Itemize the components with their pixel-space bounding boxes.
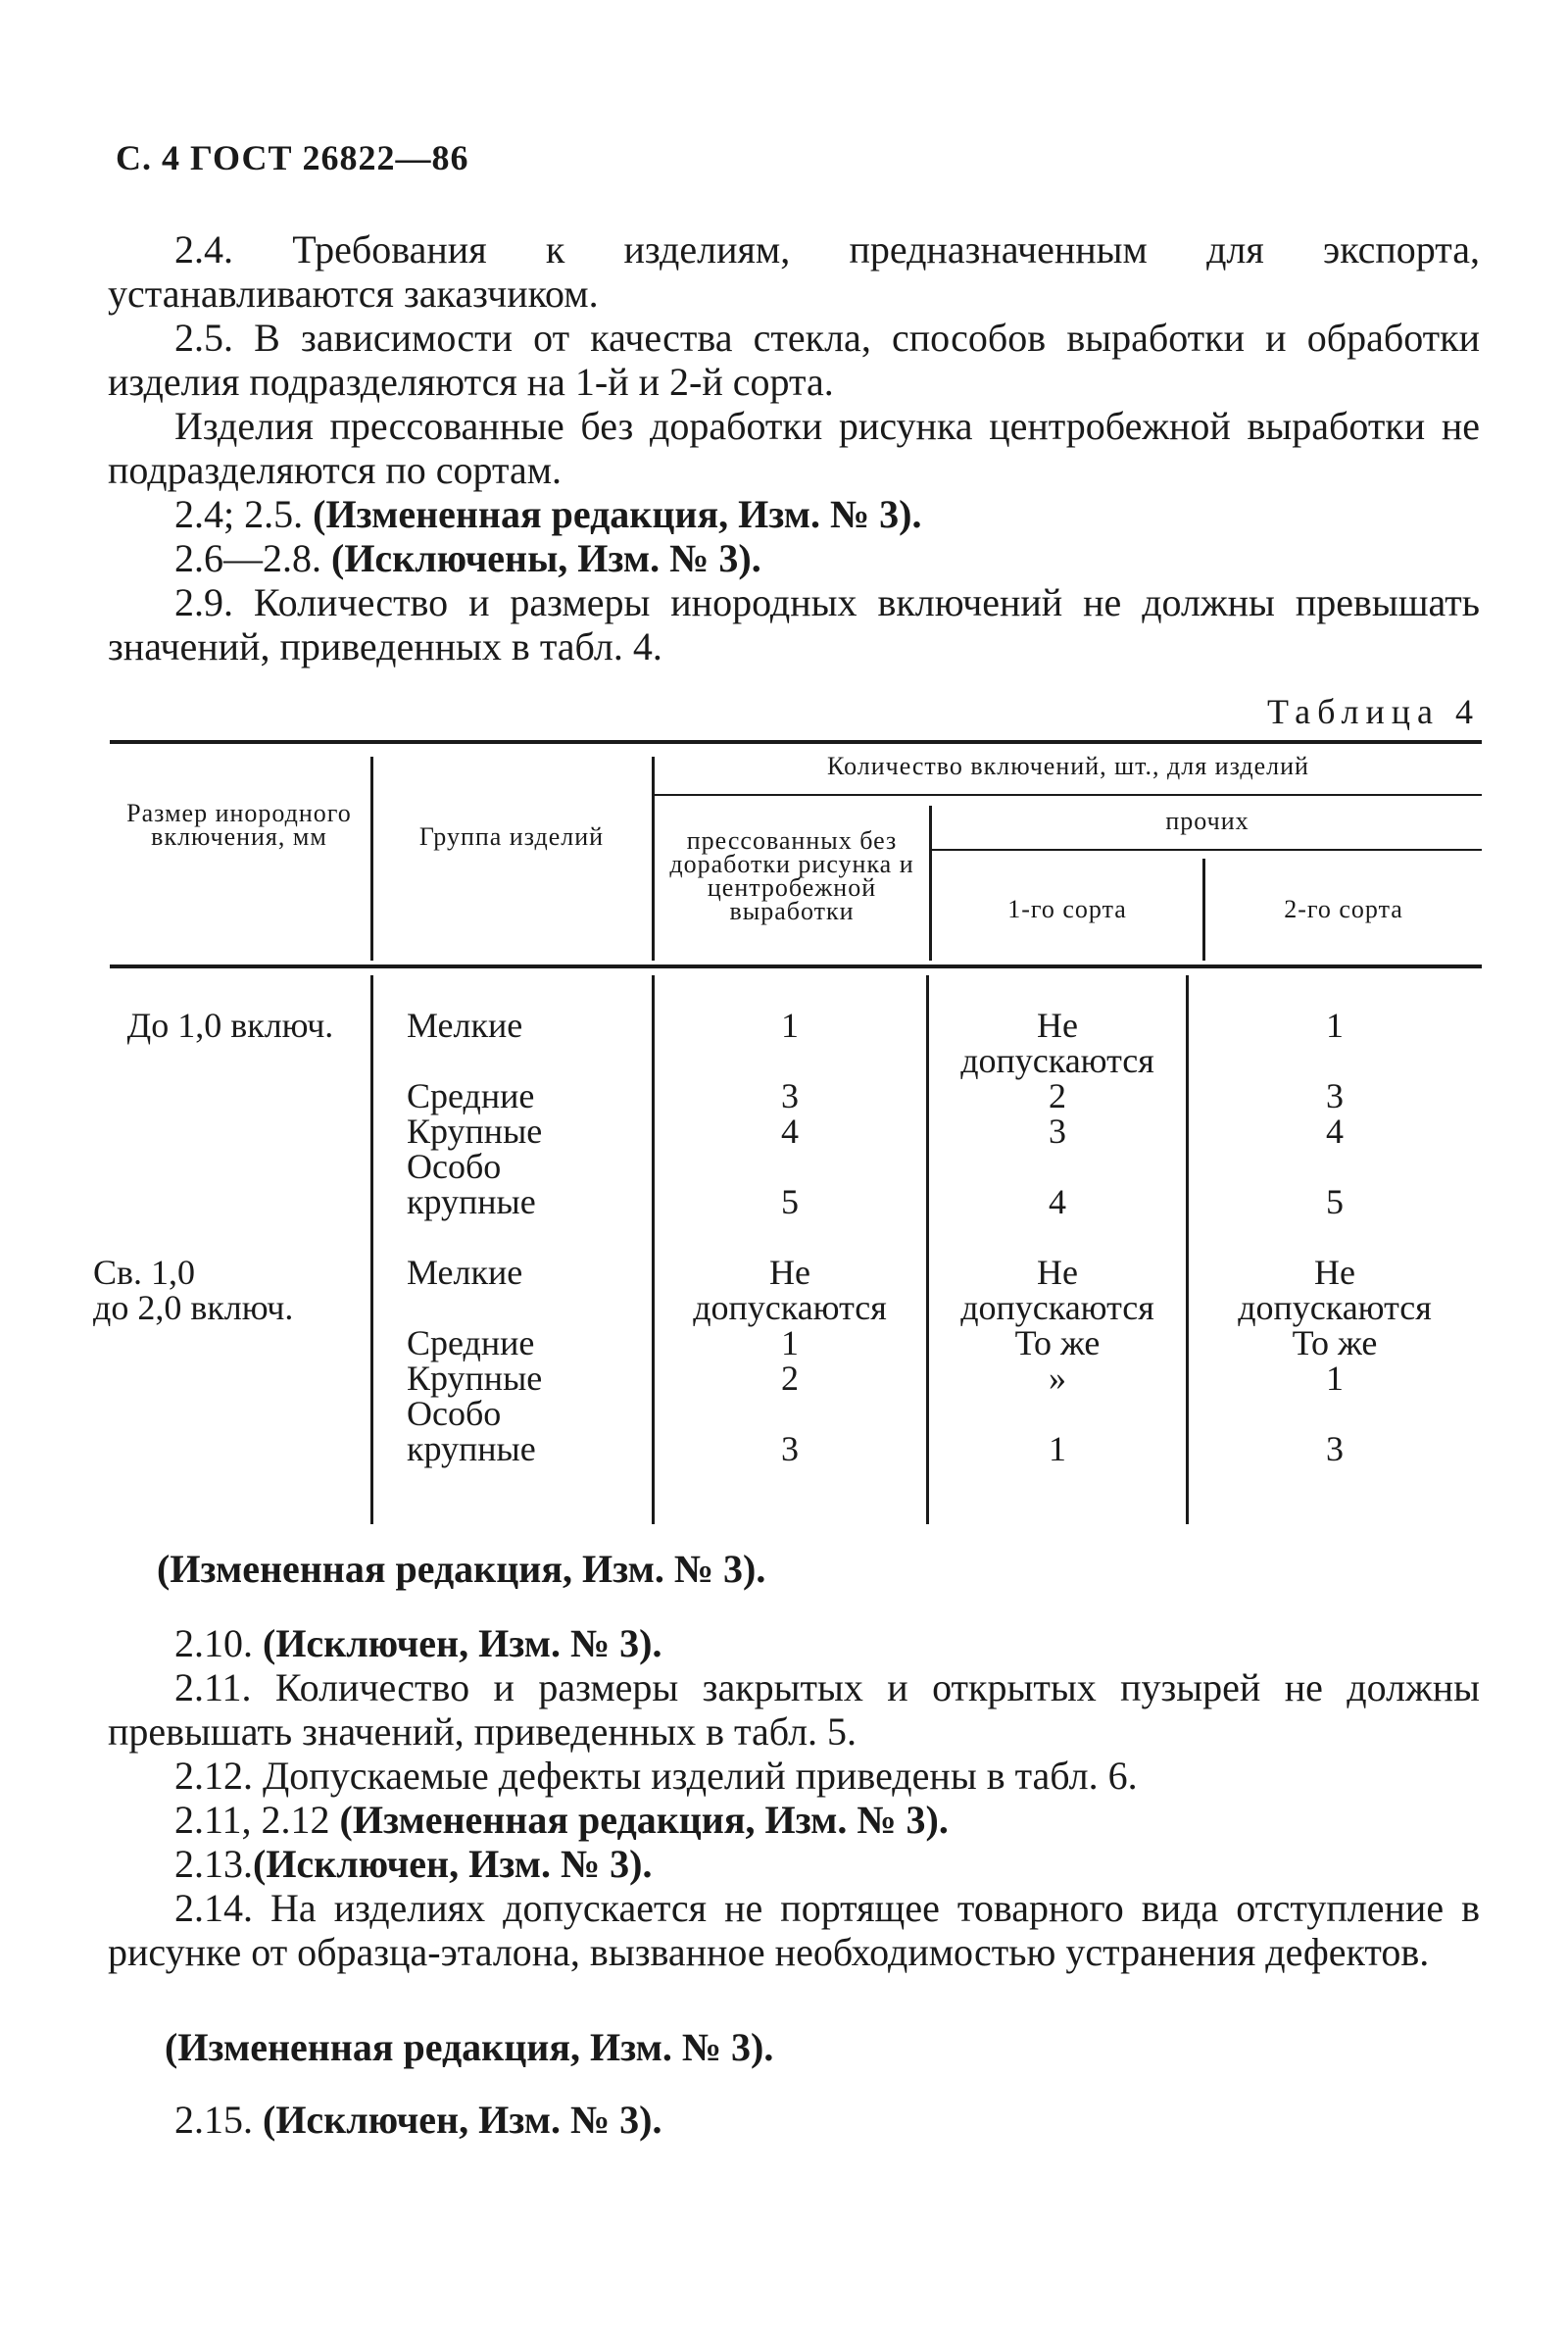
pressed-cell: 1 [781,1006,799,1045]
grade1-cell: 2 [1049,1076,1066,1115]
grade2-cell: 5 [1326,1182,1344,1221]
grade2-cell: 4 [1326,1112,1344,1151]
pressed-cell: 5 [781,1182,799,1221]
clause-number: 2.6—2.8. [174,536,331,580]
grade2-cell: 3 [1326,1429,1344,1468]
group-cell: крупные [407,1429,536,1468]
page-header: С. 4 ГОСТ 26822—86 [116,138,469,177]
grade1-cell: 1 [1049,1429,1066,1468]
group-cell: Особо [407,1394,502,1433]
pressed-cell: допускаются [693,1288,887,1327]
header-grade2: 2-го сорта [1284,895,1403,923]
amendment-note: (Исключен, Изм. № 3). [253,1842,653,1886]
paragraph-2-12: 2.12. Допускаемые дефекты изделий приведены в табл. 6. [174,1754,1138,1798]
column-divider [1186,975,1189,1524]
amendment-2-6-2-8 [108,536,1480,580]
amendment-2-11-2-12 [108,1798,1480,1842]
size-cell: Св. 1,0 [93,1253,196,1292]
header-grade1: 1-го сорта [1007,895,1127,923]
grade1-cell: Не [1037,1253,1078,1292]
header-bottom-rule [110,965,1482,968]
pressed-cell: 3 [781,1076,799,1115]
grade2-cell: 3 [1326,1076,1344,1115]
header-pressed: прессованных без доработки рисунка и центробежной выработки [669,826,914,925]
grade2-cell: 1 [1326,1359,1344,1398]
grade1-cell: » [1049,1359,1066,1398]
amendment-note: (Измененная редакция, Изм. № 3). [339,1798,949,1842]
clause-number: 2.15. [174,2098,263,2142]
grade2-cell: 1 [1326,1006,1344,1045]
grade1-cell: допускаются [960,1041,1154,1080]
table-top-rule [110,740,1482,744]
header-size: Размер инородного включения, мм [126,799,352,851]
paragraph-2-5-note: Изделия прессованные без доработки рисунка центробежной выработки не подразделяются по сортам. [108,404,1480,492]
header-group: Группа изделий [418,822,605,851]
amendment-2-15 [108,2098,1480,2142]
clause-number: 2.10. [174,1621,263,1665]
header-count: Количество включений, шт., для изделий [827,752,1309,780]
group-cell: Средние [407,1323,535,1362]
group-cell: Особо [407,1147,502,1186]
amendment-2-4-2-5 [108,492,1480,536]
paragraph-2-5: 2.5. В зависимости от качества стекла, способов выработки и обработки изделия подразделяются на 1-й и 2-й сорта. [108,316,1480,404]
group-cell: крупные [407,1182,536,1221]
group-cell: Крупные [407,1359,543,1398]
clause-number: 2.11, 2.12 [174,1798,340,1842]
grade2-cell: Не [1314,1253,1355,1292]
header-other: прочих [1165,807,1250,835]
grade2-cell: То же [1292,1323,1378,1362]
column-divider [652,757,655,961]
amendment-note: (Исключены, Изм. № 3). [331,536,761,580]
size-cell: до 2,0 включ. [93,1288,294,1327]
amendment-2-10 [108,1621,1480,1665]
pressed-cell: 1 [781,1323,799,1362]
header-rule [931,849,1482,851]
paragraph-2-14: 2.14. На изделиях допускается не портящее товарного вида отступление в рисунке от образца-эталона, вызванное необходимостью устранения дефектов. [108,1886,1480,1974]
grade1-cell: 3 [1049,1112,1066,1151]
amendment-note-table: (Измененная редакция, Изм. № 3). [157,1547,766,1591]
column-divider [370,975,373,1524]
pressed-cell: 4 [781,1112,799,1151]
group-cell: Средние [407,1076,535,1115]
group-cell: Крупные [407,1112,543,1151]
column-divider [370,757,373,961]
group-cell: Мелкие [407,1006,523,1045]
amendment-2-13 [108,1842,1480,1886]
column-divider [929,806,932,961]
amendment-note: (Исключен, Изм. № 3). [263,1621,662,1665]
paragraph-2-4: 2.4. Требования к изделиям, предназначенным для экспорта, устанавливаются заказчиком. [108,227,1480,316]
pressed-cell: 3 [781,1429,799,1468]
amendment-note: (Измененная редакция, Изм. № 3). [313,492,922,536]
pressed-cell: 2 [781,1359,799,1398]
grade1-cell: 4 [1049,1182,1066,1221]
group-cell: Мелкие [407,1253,523,1292]
paragraph-2-9: 2.9. Количество и размеры инородных включений не должны превышать значений, приведенных в табл. 4. [108,580,1480,668]
grade2-cell: допускаются [1238,1288,1432,1327]
header-rule [652,794,1482,796]
table-caption: Таблица 4 [1267,692,1480,731]
clause-number: 2.4; 2.5. [174,492,314,536]
paragraph-2-11: 2.11. Количество и размеры закрытых и открытых пузырей не должны превышать значений, приведенных в табл. 5. [108,1665,1480,1754]
clause-number: 2.13. [174,1842,253,1886]
grade1-cell: допускаются [960,1288,1154,1327]
pressed-cell: Не [769,1253,810,1292]
amendment-note: (Исключен, Изм. № 3). [263,2098,662,2142]
grade1-cell: Не [1037,1006,1078,1045]
size-cell: До 1,0 включ. [126,1006,334,1045]
grade1-cell: То же [1014,1323,1101,1362]
amendment-note-2-14: (Измененная редакция, Изм. № 3). [165,2025,774,2069]
